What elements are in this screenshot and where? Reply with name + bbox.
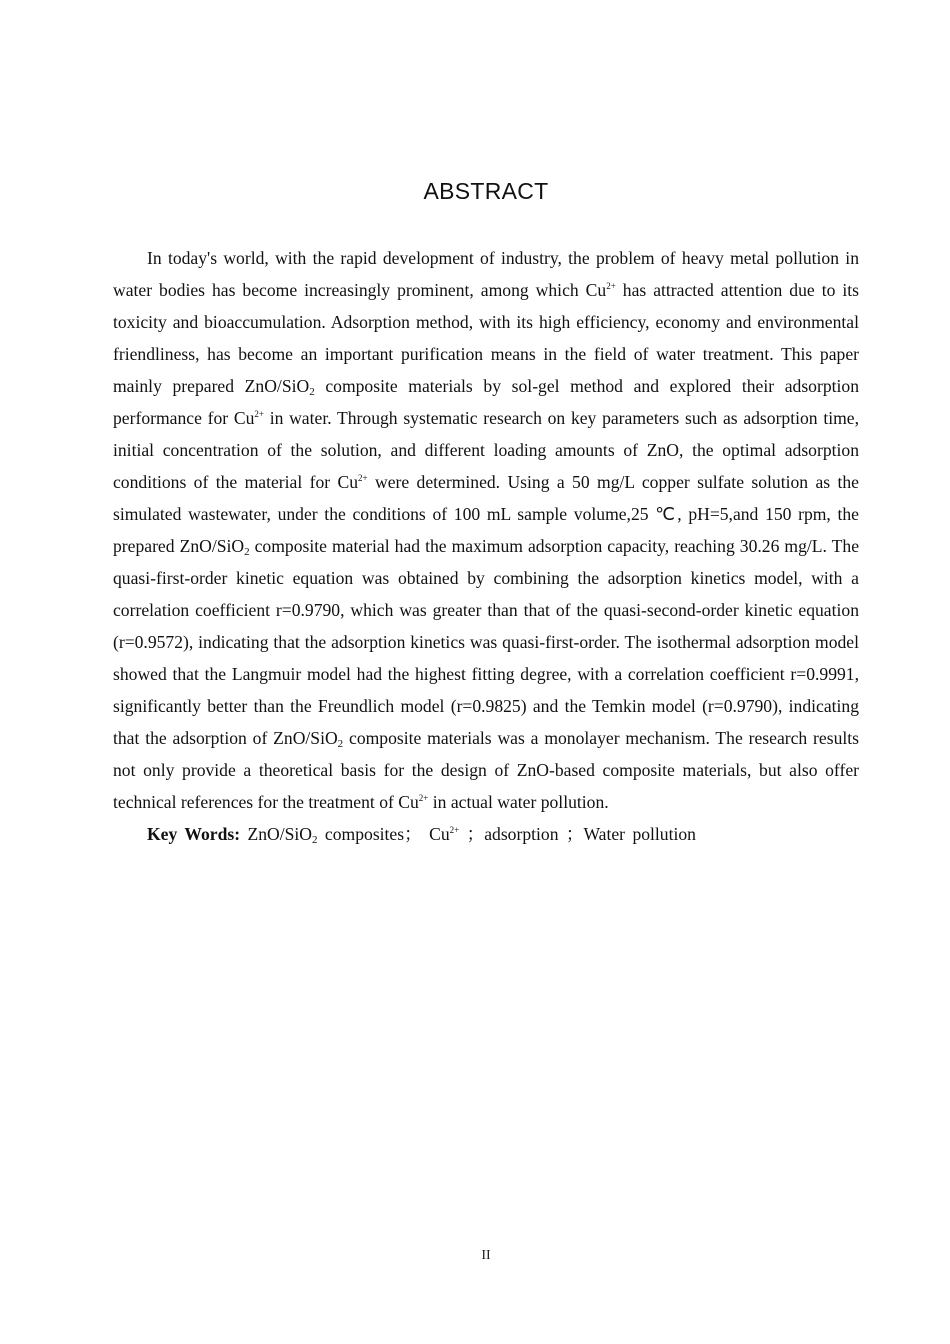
keyword: composites； bbox=[317, 824, 422, 844]
subscript: 2 bbox=[312, 834, 318, 846]
abstract-text: has attracted attention due to its toxicity and bioaccumulation. Adsorption method, with its high efficiency, economy and environmental friendliness, has become an important purification means in the field of water treatment. This paper mainly prepared ZnO/SiO bbox=[113, 280, 860, 396]
abstract-text: In today's world, with the rapid development of industry, the problem of heavy metal pollution in water bodies has become increasingly prominent, among which Cu bbox=[113, 248, 859, 300]
subscript: 2 bbox=[337, 738, 344, 750]
keyword: ；adsorption ；Water pollution bbox=[459, 824, 696, 844]
superscript: 2+ bbox=[449, 825, 460, 835]
keyword: Cu bbox=[429, 824, 450, 844]
abstract-text: composite materials was a monolayer mechanism. The research results not only provide a theoretical basis for the design of ZnO-based composite materials, but also offer technical references for the treatment of Cu bbox=[113, 728, 859, 812]
keywords-line bbox=[113, 818, 859, 850]
subscript: 2 bbox=[309, 386, 315, 398]
subscript: 2 bbox=[244, 546, 250, 558]
abstract-paragraph bbox=[113, 242, 859, 818]
superscript: 2+ bbox=[254, 409, 264, 419]
abstract-text: in water. Through systematic research on key parameters such as adsorption time, initial concentration of the solution, and different loading amounts of ZnO, the optimal adsorption conditions of the material for Cu bbox=[113, 408, 859, 492]
superscript: 2+ bbox=[418, 793, 429, 803]
abstract-text: composite materials by sol-gel method and explored their adsorption performance for Cu bbox=[113, 376, 859, 428]
keyword: ZnO/SiO bbox=[247, 824, 313, 844]
abstract-body bbox=[113, 242, 859, 850]
abstract-text: were determined. Using a 50 mg/L copper sulfate solution as the simulated wastewater, under the conditions of 100 mL sample volume,25 ℃, pH=5,and 150 rpm, the prepared ZnO/SiO bbox=[113, 472, 859, 556]
superscript: 2+ bbox=[358, 473, 368, 483]
abstract-text: composite material had the maximum adsorption capacity, reaching 30.26 mg/L. The quasi-first-order kinetic equation was obtained by combining the adsorption kinetics model, with a correlation coefficient r=0.9790, which was greater than that of the quasi-second-order kinetic equation (r=0.9572), indicating that the adsorption kinetics was quasi-first-order. The isothermal adsorption model showed that the Langmuir model had the highest fitting degree, with a correlation coefficient r=0.9991, significantly better than the Freundlich model (r=0.9825) and the Temkin model (r=0.9790), indicating that the adsorption of ZnO/SiO bbox=[113, 536, 859, 748]
page-title: ABSTRACT bbox=[423, 178, 549, 204]
superscript: 2+ bbox=[606, 281, 616, 291]
abstract-text: in actual water pollution. bbox=[428, 792, 609, 812]
keywords-label: Key Words: bbox=[147, 824, 241, 844]
page-number: II bbox=[481, 1248, 491, 1263]
